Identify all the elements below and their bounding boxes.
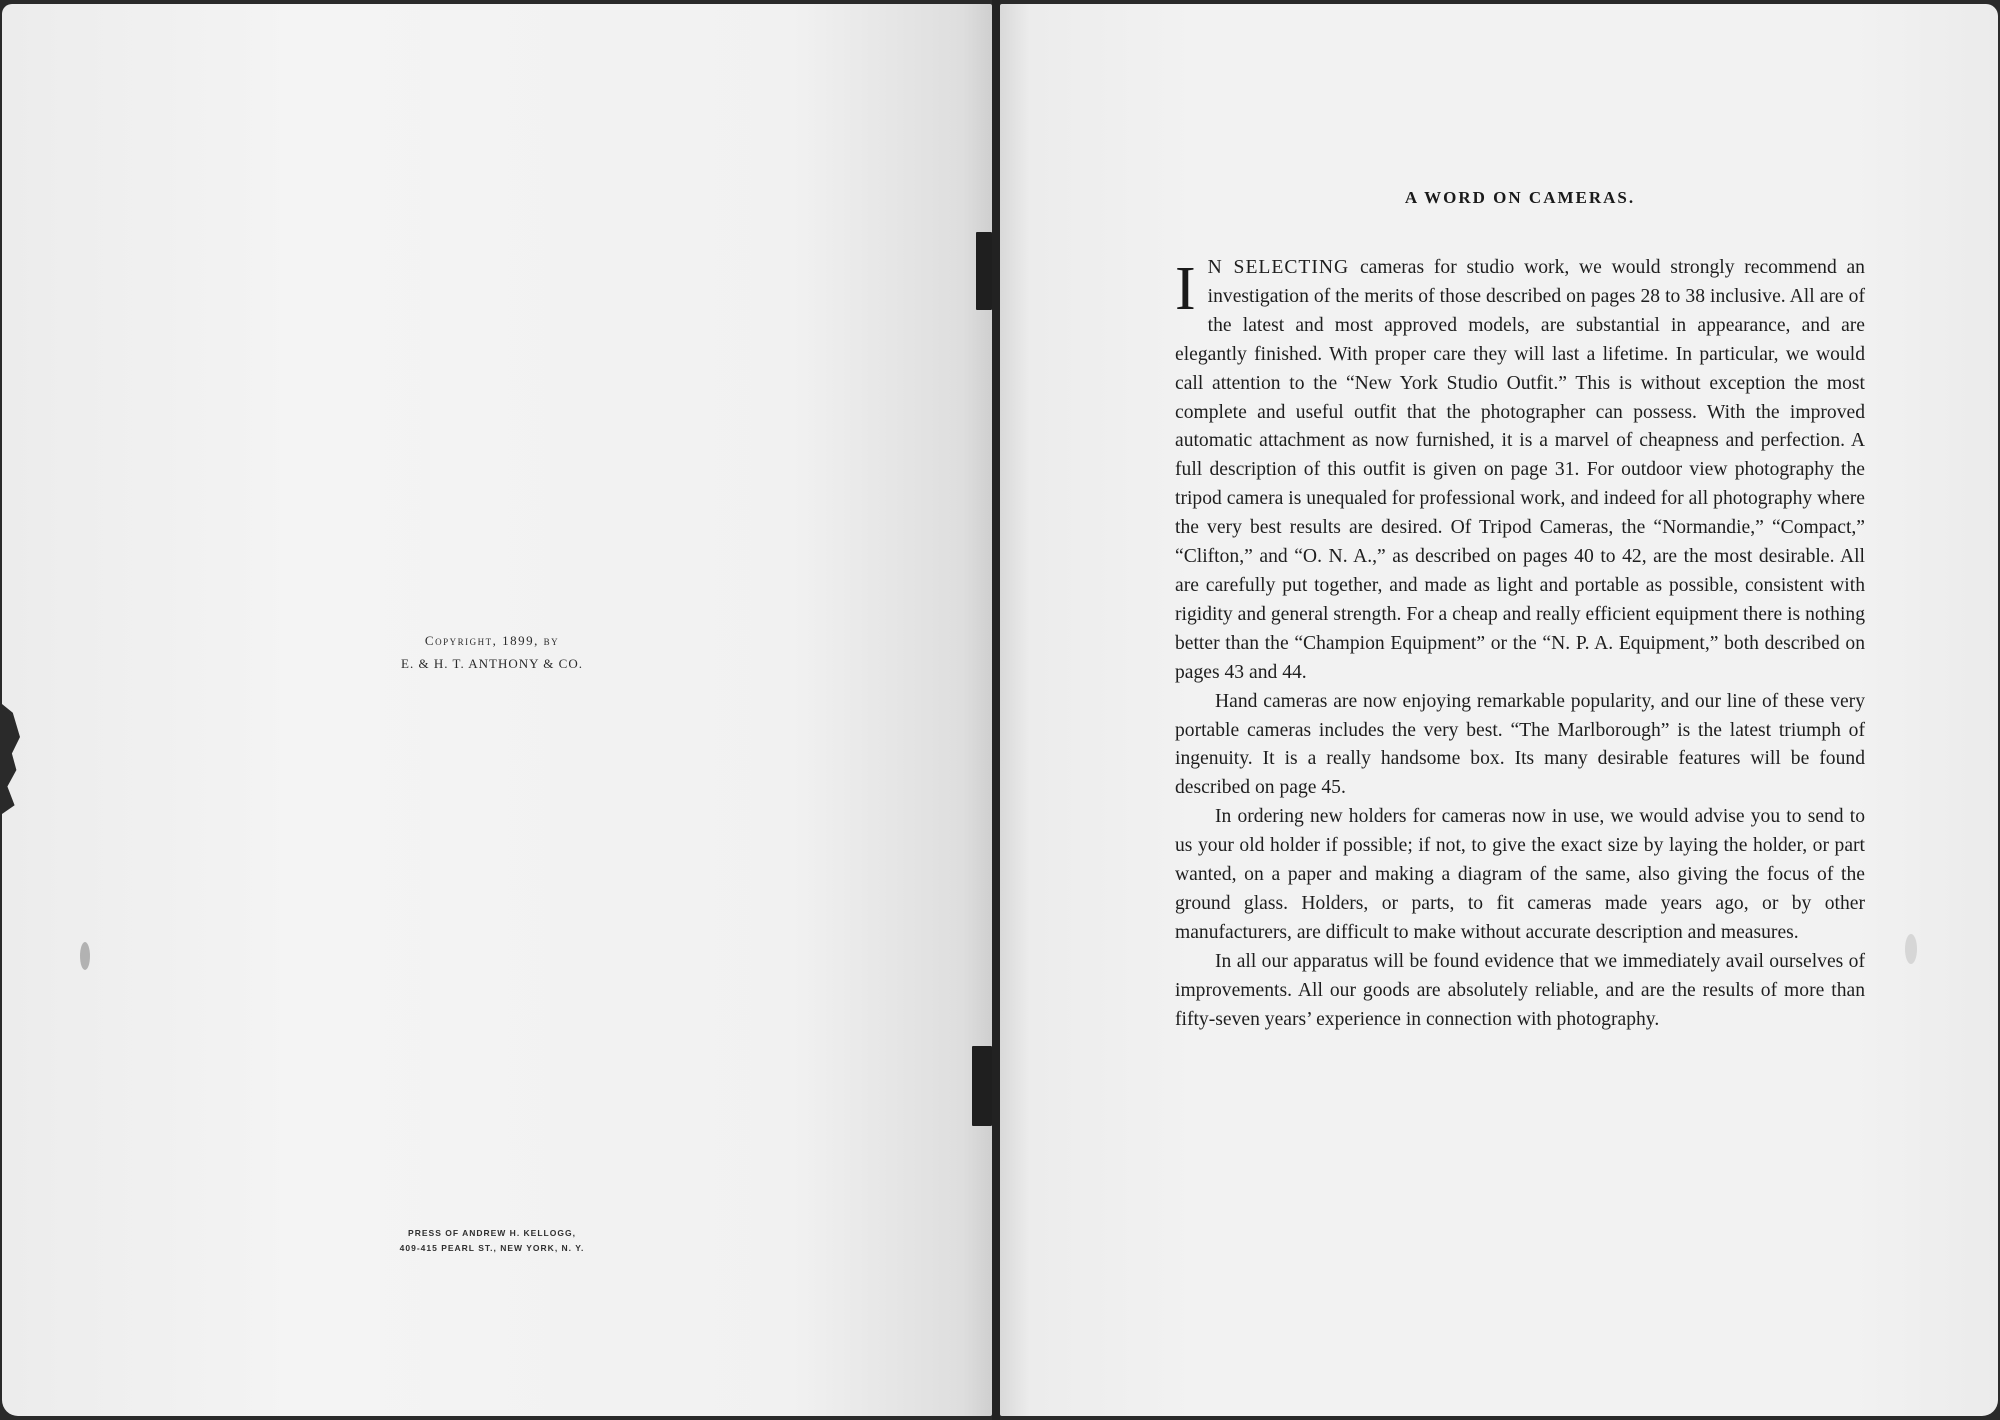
page-stain	[1905, 934, 1917, 964]
paragraph-3: In ordering new holders for cameras now in use, we would advise you to send to us your old holder if possible; if not, to give the exact size by laying the holder, or part wanted, on a paper and making a diagram of the same, also giving the focus of the ground glass. Holders, or parts, to fit cameras made years ago, or by other manufacturers, are difficult to make without accurate description and measures.	[1175, 806, 1865, 943]
drop-cap: I	[1175, 255, 1196, 323]
book-gutter	[992, 0, 1000, 1420]
left-page	[2, 4, 992, 1416]
torn-edge	[2, 704, 20, 814]
lead-in: N SELECTING	[1207, 257, 1360, 278]
printer-imprint	[332, 1226, 652, 1256]
article	[1175, 188, 1865, 1034]
publisher-name: E. & H. T. ANTHONY & CO.	[401, 656, 583, 671]
paragraph-1-text: cameras for studio work, we would strongly recommend an investigation of the merits of those described on pages 28 to 38 inclusive. All are of the latest and most approved models, are substantial in appearance, and are elegantly finished. With proper care they will last a lifetime. In particular, we would call attention to the “New York Studio Outfit.” This is without exception the most complete and useful outfit that the photographer can possess. With the improved automatic attachment as now furnished, it is a marvel of cheapness and perfection. A full description of this outfit is given on page 31. For outdoor view photography the tripod camera is unequaled for professional work, and indeed for all photography where the very best results are desired. Of Tripod Cameras, the “Normandie,” “Compact,” “Clifton,” and “O. N. A.,” as described on pages 40 to 42, are the most desirable. All are carefully put together, and made as light and portable as possible, consistent with rigidity and general strength. For a cheap and really efficient equipment there is nothing better than the “Champion Equipment” or the “N. P. A. Equipment,” both described on pages 43 and 44.	[1175, 257, 1865, 683]
staple-top-left	[976, 232, 992, 310]
paragraph-1	[1175, 254, 1865, 688]
article-title: A WORD ON CAMERAS.	[1404, 188, 1636, 207]
ink-smudge	[80, 942, 90, 970]
press-line-1: PRESS OF ANDREW H. KELLOGG,	[408, 1228, 576, 1238]
paragraph-4: In all our apparatus will be found evidence that we immediately avail ourselves of improvements. All our goods are absolutely reliable, and are the results of more than fifty-seven years’ experience in connection with photography.	[1175, 950, 1865, 1030]
staple-bottom-left	[972, 1046, 992, 1126]
copyright-line: Copyright, 1899, by	[424, 633, 560, 648]
press-line-2: 409-415 PEARL ST., NEW YORK, N. Y.	[399, 1243, 585, 1253]
copyright-notice	[332, 629, 652, 675]
paragraph-2: Hand cameras are now enjoying remarkable popularity, and our line of these very portable cameras includes the very best. “The Marlborough” is the latest triumph of ingenuity. It is a really handsome box. Its many desirable features will be found described on page 45.	[1175, 690, 1865, 799]
